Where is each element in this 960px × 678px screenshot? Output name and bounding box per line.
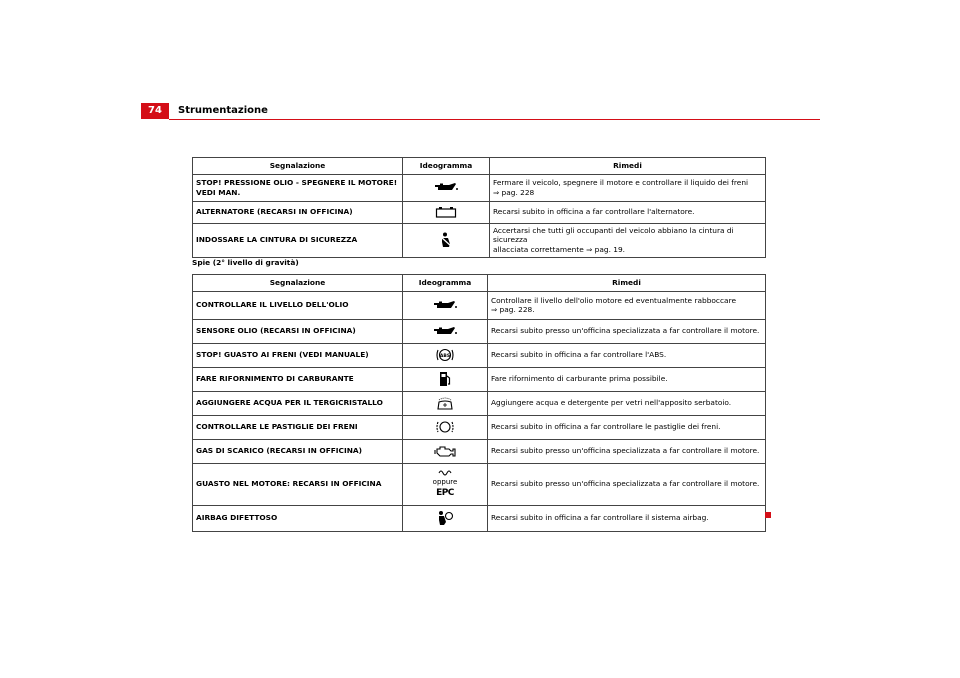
col-header-signal: Segnalazione	[193, 158, 403, 175]
signal-cell: SENSORE OLIO (RECARSI IN OFFICINA)	[193, 319, 403, 343]
header-rule	[169, 119, 820, 120]
col-header-signal: Segnalazione	[193, 275, 403, 292]
battery-icon	[435, 206, 457, 218]
remedy-ref: ⇒ pag. 228.	[491, 305, 535, 315]
col-header-icon: Ideogramma	[403, 158, 490, 175]
epc-icon: EPC	[436, 487, 454, 498]
fuel-pump-icon	[439, 371, 451, 387]
signal-cell: CONTROLLARE IL LIVELLO DELL'OLIO	[193, 291, 403, 319]
brake-pads-icon	[436, 420, 454, 434]
remedy-text: Controllare il livello dell'olio motore ed eventualmente rabboccare	[491, 295, 736, 305]
table-row	[193, 223, 766, 257]
col-header-icon: Ideogramma	[403, 275, 488, 292]
table-row	[193, 291, 766, 319]
washer-fluid-icon	[436, 395, 454, 411]
oil-can-icon	[432, 300, 458, 311]
signal-cell: STOP! GUASTO AI FRENI (VEDI MANUALE)	[193, 343, 403, 367]
signal-cell: INDOSSARE LA CINTURA DI SICUREZZA	[193, 223, 403, 257]
table-row	[193, 201, 766, 223]
oil-can-icon	[432, 326, 458, 337]
col-header-remedy: Rimedi	[490, 158, 766, 175]
remedy-text: Recarsi subito in officina a far controllare l'ABS.	[488, 343, 766, 367]
remedy-ref: ⇒ pag. 228	[493, 187, 535, 197]
remedy-text: Recarsi subito in officina a far controllare l'alternatore.	[493, 207, 695, 217]
signal-cell: GAS DI SCARICO (RECARSI IN OFFICINA)	[193, 439, 403, 463]
signal-cell: STOP! PRESSIONE OLIO - SPEGNERE IL MOTORE! VEDI MAN.	[193, 174, 403, 201]
table-row	[193, 505, 766, 531]
remedy-text: Recarsi subito presso un'officina specializzata a far controllare il motore.	[488, 463, 766, 505]
abs-icon-label: ABS	[439, 354, 451, 360]
table-row	[193, 391, 766, 415]
icon-or-label: oppure	[432, 477, 458, 486]
table-row	[193, 463, 766, 505]
remedy-text: Recarsi subito in officina a far controllare il sistema airbag.	[488, 505, 766, 531]
airbag-icon	[436, 510, 454, 526]
remedy-text: Aggiungere acqua e detergente per vetri nell'apposito serbatoio.	[488, 391, 766, 415]
remedy-text: Accertarsi che tutti gli occupanti del veicolo abbiano la cintura di sicurezza	[493, 225, 734, 245]
warnings-table-level2	[192, 274, 766, 532]
remedy-text: Fermare il veicolo, spegnere il motore e controllare il liquido dei freni	[493, 178, 749, 187]
table-row	[193, 439, 766, 463]
page-number: 74	[141, 103, 169, 119]
remedy-text: Recarsi subito presso un'officina specializzata a far controllare il motore.	[488, 319, 766, 343]
signal-cell: FARE RIFORNIMENTO DI CARBURANTE	[193, 367, 403, 391]
signal-cell: AIRBAG DIFETTOSO	[193, 505, 403, 531]
table-row	[193, 319, 766, 343]
section-title: Strumentazione	[178, 105, 268, 116]
table-row	[193, 343, 766, 367]
coil-icon	[438, 469, 452, 477]
signal-cell: ALTERNATORE (RECARSI IN OFFICINA)	[193, 201, 403, 223]
abs-icon	[436, 348, 454, 362]
end-of-section-marker	[765, 512, 771, 518]
signal-cell: CONTROLLARE LE PASTIGLIE DEI FRENI	[193, 415, 403, 439]
engine-icon	[434, 445, 456, 458]
remedy-text: Fare rifornimento di carburante prima possibile.	[488, 367, 766, 391]
table-row	[193, 367, 766, 391]
table-row	[193, 415, 766, 439]
remedy-ref: allacciata correttamente ⇒ pag. 19.	[493, 244, 626, 254]
col-header-remedy: Rimedi	[488, 275, 766, 292]
signal-cell: AGGIUNGERE ACQUA PER IL TERGICRISTALLO	[193, 391, 403, 415]
remedy-text: Recarsi subito presso un'officina specializzata a far controllare il motore.	[488, 439, 766, 463]
signal-cell: GUASTO NEL MOTORE: RECARSI IN OFFICINA	[193, 463, 403, 505]
table-row	[193, 174, 766, 201]
remedy-text: Recarsi subito in officina a far controllare le pastiglie dei freni.	[488, 415, 766, 439]
oil-can-icon	[433, 182, 459, 193]
warnings-table-level1	[192, 157, 766, 258]
spie-section-label: Spie (2° livello di gravità)	[192, 258, 299, 267]
seatbelt-icon	[439, 232, 453, 248]
